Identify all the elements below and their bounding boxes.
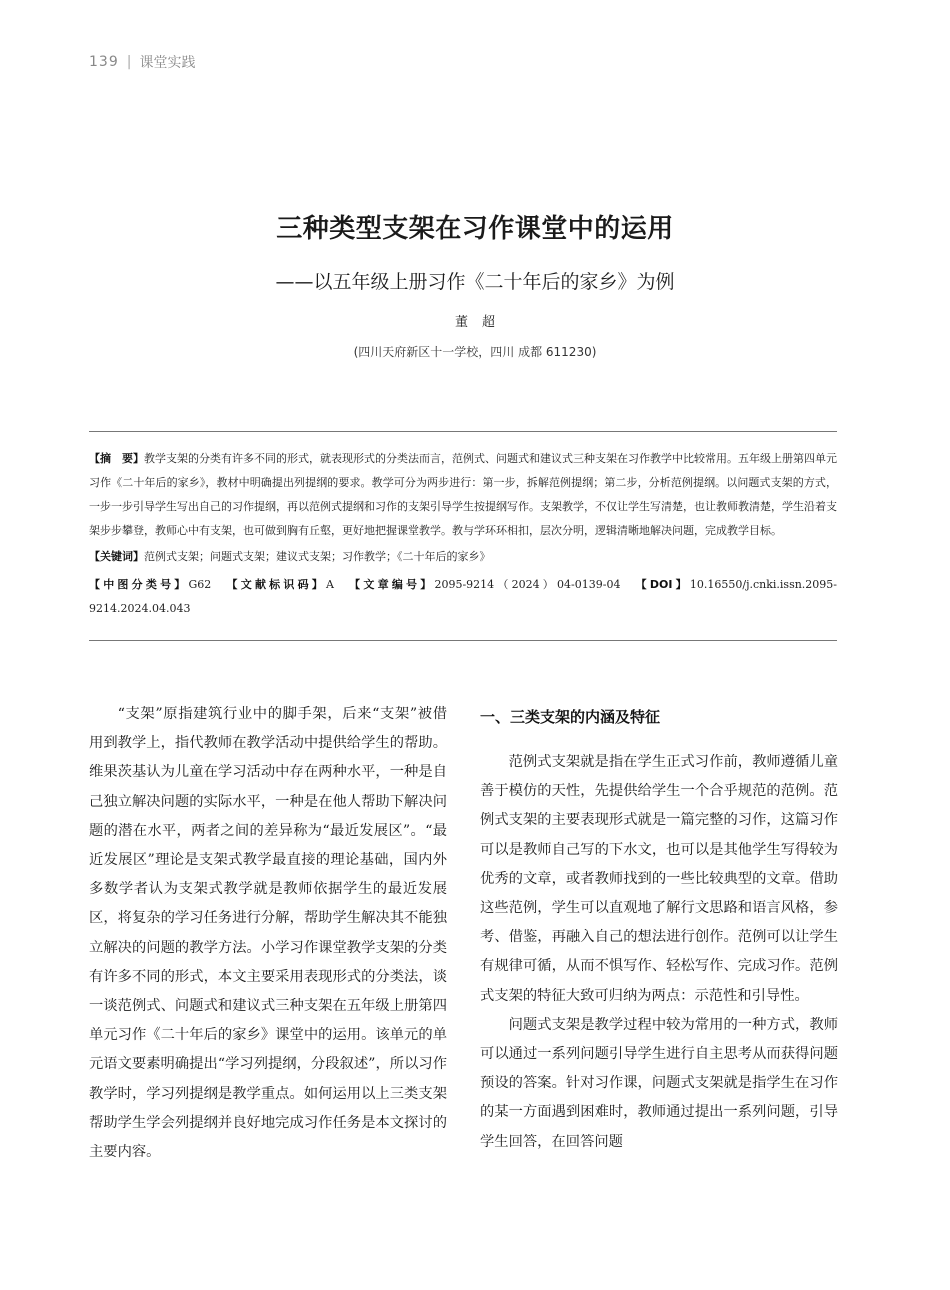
- section-name: 课堂实践: [139, 55, 196, 71]
- article-no-label: 【文章编号】: [345, 578, 435, 591]
- abstract-text: 教学支架的分类有许多不同的形式，就表现形式的分类法而言，范例式、问题式和建议式三种支架在习作教学中比较常用。五年级上册第四单元习作《二十年后的家乡》，教材中明确提出列提纲的要求。教学可分为两步进行：第一步，拆解范例提纲；第二步，分析范例提纲。以问题式支架的方式，一步一步引导学生写出自己的习作提纲，再以范例式提纲和习作的支架引导学生按提纲写作。支架教学，不仅让学生写清楚，也让教师教清楚，学生沿着支架步步攀登，教师心中有支架，也可做到胸有丘壑，更好地把握课堂教学。教与学环环相扣，层次分明，逻辑清晰地解决问题，完成教学目标。: [89, 452, 837, 537]
- keywords: [89, 545, 837, 569]
- header-separator: |: [126, 54, 132, 70]
- abstract: [89, 447, 837, 543]
- section-heading: 一、三类支架的内涵及特征: [480, 708, 661, 726]
- author-affiliation: (四川天府新区十一学校，四川 成都 611230): [353, 345, 597, 359]
- article-subtitle: ——以五年级上册习作《二十年后的家乡》为例: [275, 271, 675, 293]
- abstract-label: 【摘 要】: [89, 452, 144, 465]
- top-divider: [89, 431, 837, 432]
- body-paragraph: “支架”原指建筑行业中的脚手架，后来“支架”被借用到教学上，指代教师在教学活动中提供给学生的帮助。维果茨基认为儿童在学习活动中存在两种水平，一种是自己独立解决问题的实际水平，一种是在他人帮助下解决问题的潜在水平，两者之间的差异称为“最近发展区”。“最近发展区”理论是支架式教学最直接的理论基础，国内外多数学者认为支架式教学就是教师依据学生的最近发展区，将复杂的学习任务进行分解，帮助学生解决其不能独立解决的问题的教学方法。小学习作课堂教学支架的分类有许多不同的形式，本文主要采用表现形式的分类法，谈一谈范例式、问题式和建议式三种支架在五年级上册第四单元习作《二十年后的家乡》课堂中的运用。该单元的单元语文要素明确提出“学习列提纲，分段叙述”，所以习作教学时，学习列提纲是教学重点。如何运用以上三类支架帮助学生学会列提纲并良好地完成习作任务是本文探讨的主要内容。: [89, 706, 447, 1161]
- clc-value: G62: [188, 578, 212, 591]
- keywords-label: 【关键词】: [89, 550, 144, 563]
- doc-code-label: 【文献标识码】: [223, 578, 327, 591]
- body-paragraph: 问题式支架是教学过程中较为常用的一种方式，教师可以通过一系列问题引导学生进行自主思考从而获得问题预设的答案。针对习作课，问题式支架就是指学生在习作的某一方面遇到困难时，教师通过提出一系列问题，引导学生回答，在回答问题: [480, 1016, 838, 1150]
- keywords-text: 范例式支架；问题式支架；建议式支架；习作教学；《二十年后的家乡》: [144, 550, 491, 563]
- page-number: 139: [89, 54, 119, 70]
- running-header: [89, 52, 195, 72]
- doc-code-value: A: [326, 578, 334, 591]
- classification-line: [89, 573, 837, 621]
- left-column: [89, 700, 447, 1167]
- body-paragraph: 范例式支架就是指在学生正式习作前，教师遵循儿童善于模仿的天性，先提供给学生一个合乎规范的范例。范例式支架的主要表现形式就是一篇完整的习作，这篇习作可以是教师自己写的下水文，也可以是其他学生写得较为优秀的文章，或者教师找到的一些比较典型的文章。借助这些范例，学生可以直观地了解行文思路和语言风格，参考、借鉴，再融入自己的想法进行创作。范例可以让学生有规律可循，从而不惧写作、轻松写作、完成习作。范例式支架的特征大致可归纳为两点：示范性和引导性。: [480, 754, 838, 1004]
- abstract-block: [89, 447, 837, 621]
- bottom-divider: [89, 640, 837, 641]
- author-name: 董超: [454, 315, 509, 330]
- doi-value: 10.16550/j.cnki.issn.2095-9214.2024.04.043: [89, 578, 838, 615]
- article-no-value: 2095-9214（2024）04-0139-04: [434, 578, 621, 591]
- article-title: 三种类型支架在习作课堂中的运用: [276, 214, 674, 244]
- clc-label: 【中图分类号】: [89, 578, 189, 591]
- right-column: [480, 700, 838, 1157]
- doi-label: 【DOI】: [632, 578, 690, 591]
